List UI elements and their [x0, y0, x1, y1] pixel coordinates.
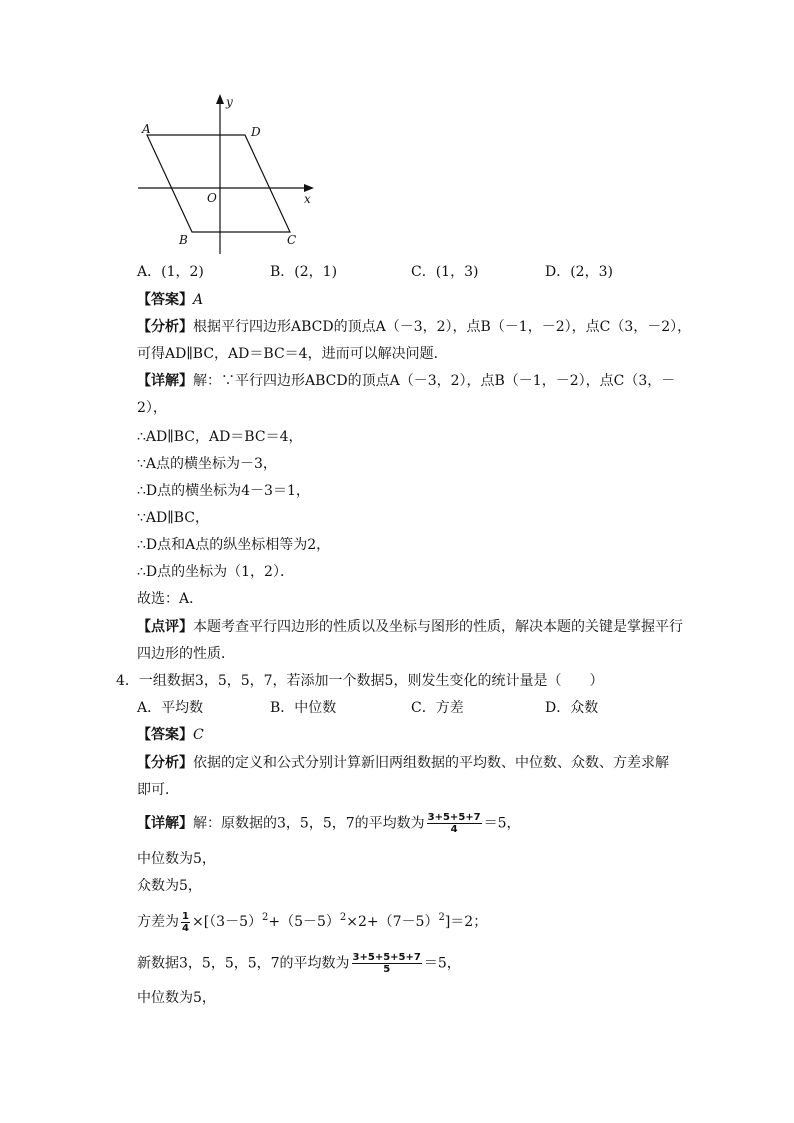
q3-step: ∵A点的横坐标为－3， [137, 456, 277, 472]
fraction-numerator: 3+5+5+7 [427, 812, 481, 823]
q4-answer [137, 725, 204, 745]
new-mean-text: 新数据3，5，5，5，7的平均数为 [137, 955, 350, 972]
q4-analysis [137, 753, 669, 773]
detail-text: 解：原数据的3，5，5，7的平均数为 [193, 815, 425, 832]
q4-stem: 4．一组数据3，5，5，7，若添加一个数据5，则发生变化的统计量是（ ） [116, 673, 604, 689]
fraction-denominator: 5 [383, 964, 391, 975]
detail-tag: 【详解】 [137, 815, 193, 832]
q4-analysis-cont: 即可． [137, 782, 179, 798]
q3-choice-c: C．(1，3) [411, 264, 479, 280]
exponent: 2 [261, 912, 269, 923]
q4-variance [137, 908, 487, 934]
parallelogram-abcd [147, 135, 290, 232]
answer-value: C [193, 727, 204, 743]
q3-analysis-cont: 可得AD∥BC，AD＝BC＝4，进而可以解决问题． [137, 346, 448, 362]
comment-text: 本题考查平行四边形的性质以及坐标与图形的性质，解决本题的关键是掌握平行 [193, 619, 683, 635]
fraction-numerator: 3+5+5+5+7 [352, 952, 421, 963]
vertex-c-label: C [287, 233, 297, 247]
y-label: y [226, 95, 233, 109]
q3-step: ∴D点和A点的纵坐标相等为2， [137, 537, 331, 553]
variance-term: +（5－5） [268, 914, 340, 930]
q3-step: ∵AD∥BC， [137, 510, 209, 526]
q3-comment [137, 617, 683, 637]
q3-detail [137, 371, 675, 391]
analysis-text: 根据平行四边形ABCD的顶点A（－3，2），点B（－1，－2），点C（3，－2）， [193, 319, 692, 335]
variance-fraction [181, 911, 190, 934]
variance-term: ×2+（7－5） [346, 914, 439, 930]
origin-label: O [207, 191, 217, 205]
analysis-tag: 【分析】 [137, 319, 193, 335]
q3-step: ∴D点的横坐标为4－3＝1， [137, 483, 310, 499]
q3-answer [137, 290, 203, 310]
answer-tag: 【答案】 [137, 292, 193, 308]
q4-choice-c: C．方差 [411, 700, 464, 716]
variance-label: 方差为 [137, 914, 179, 930]
vertex-d-label: D [251, 125, 261, 139]
fraction-denominator: 4 [182, 922, 189, 934]
new-mean-result: ＝5， [423, 955, 461, 972]
exponent: 2 [339, 912, 347, 923]
q3-choice-d: D．(2，3) [545, 264, 613, 280]
q4-choice-a: A．平均数 [137, 700, 204, 716]
coordinate-figure [130, 88, 330, 258]
detail-tag: 【详解】 [137, 373, 193, 389]
q3-choice-a: A．(1，2) [137, 264, 204, 280]
q3-step: ∴D点的坐标为（1，2）． [137, 564, 294, 580]
q3-choice-b: B．(2，1) [270, 264, 338, 280]
q3-analysis [137, 317, 691, 337]
mean-fraction [427, 812, 482, 835]
q4-new-mean [137, 952, 461, 975]
q4-choice-b: B．中位数 [270, 700, 337, 716]
q4-detail-mean [137, 812, 521, 835]
q3-step: 故选：A． [137, 591, 204, 607]
q3-detail-cont: 2）， [137, 400, 167, 416]
answer-tag: 【答案】 [137, 727, 193, 743]
q4-choice-d: D．众数 [545, 700, 599, 716]
detail-text: 解：∵平行四边形ABCD的顶点A（－3，2），点B（－1，－2），点C（3，－ [193, 373, 676, 389]
x-label: x [304, 192, 311, 206]
q4-new-median: 中位数为5， [137, 990, 216, 1006]
q4-mode: 众数为5， [137, 878, 202, 894]
fraction-denominator: 4 [450, 824, 458, 835]
exponent: 2 [438, 912, 445, 923]
variance-result: ]＝2； [444, 914, 488, 930]
vertex-b-label: B [179, 233, 188, 247]
analysis-tag: 【分析】 [137, 755, 193, 771]
q3-step: ∴AD∥BC，AD＝BC＝4， [137, 429, 303, 445]
new-mean-fraction [352, 952, 422, 975]
comment-tag: 【点评】 [137, 619, 193, 635]
q3-comment-cont: 四边形的性质． [137, 646, 235, 662]
q4-median: 中位数为5， [137, 851, 216, 867]
detail-result: ＝5， [483, 815, 521, 832]
vertex-a-label: A [142, 122, 151, 136]
variance-term: ×[（3－5） [191, 914, 262, 930]
analysis-text: 依据的定义和公式分别计算新旧两组数据的平均数、中位数、众数、方差求解 [193, 755, 669, 771]
x-axis-arrow [304, 184, 314, 192]
y-axis-arrow [216, 94, 224, 104]
fraction-numerator: 1 [182, 910, 189, 922]
answer-value: A [193, 292, 204, 308]
